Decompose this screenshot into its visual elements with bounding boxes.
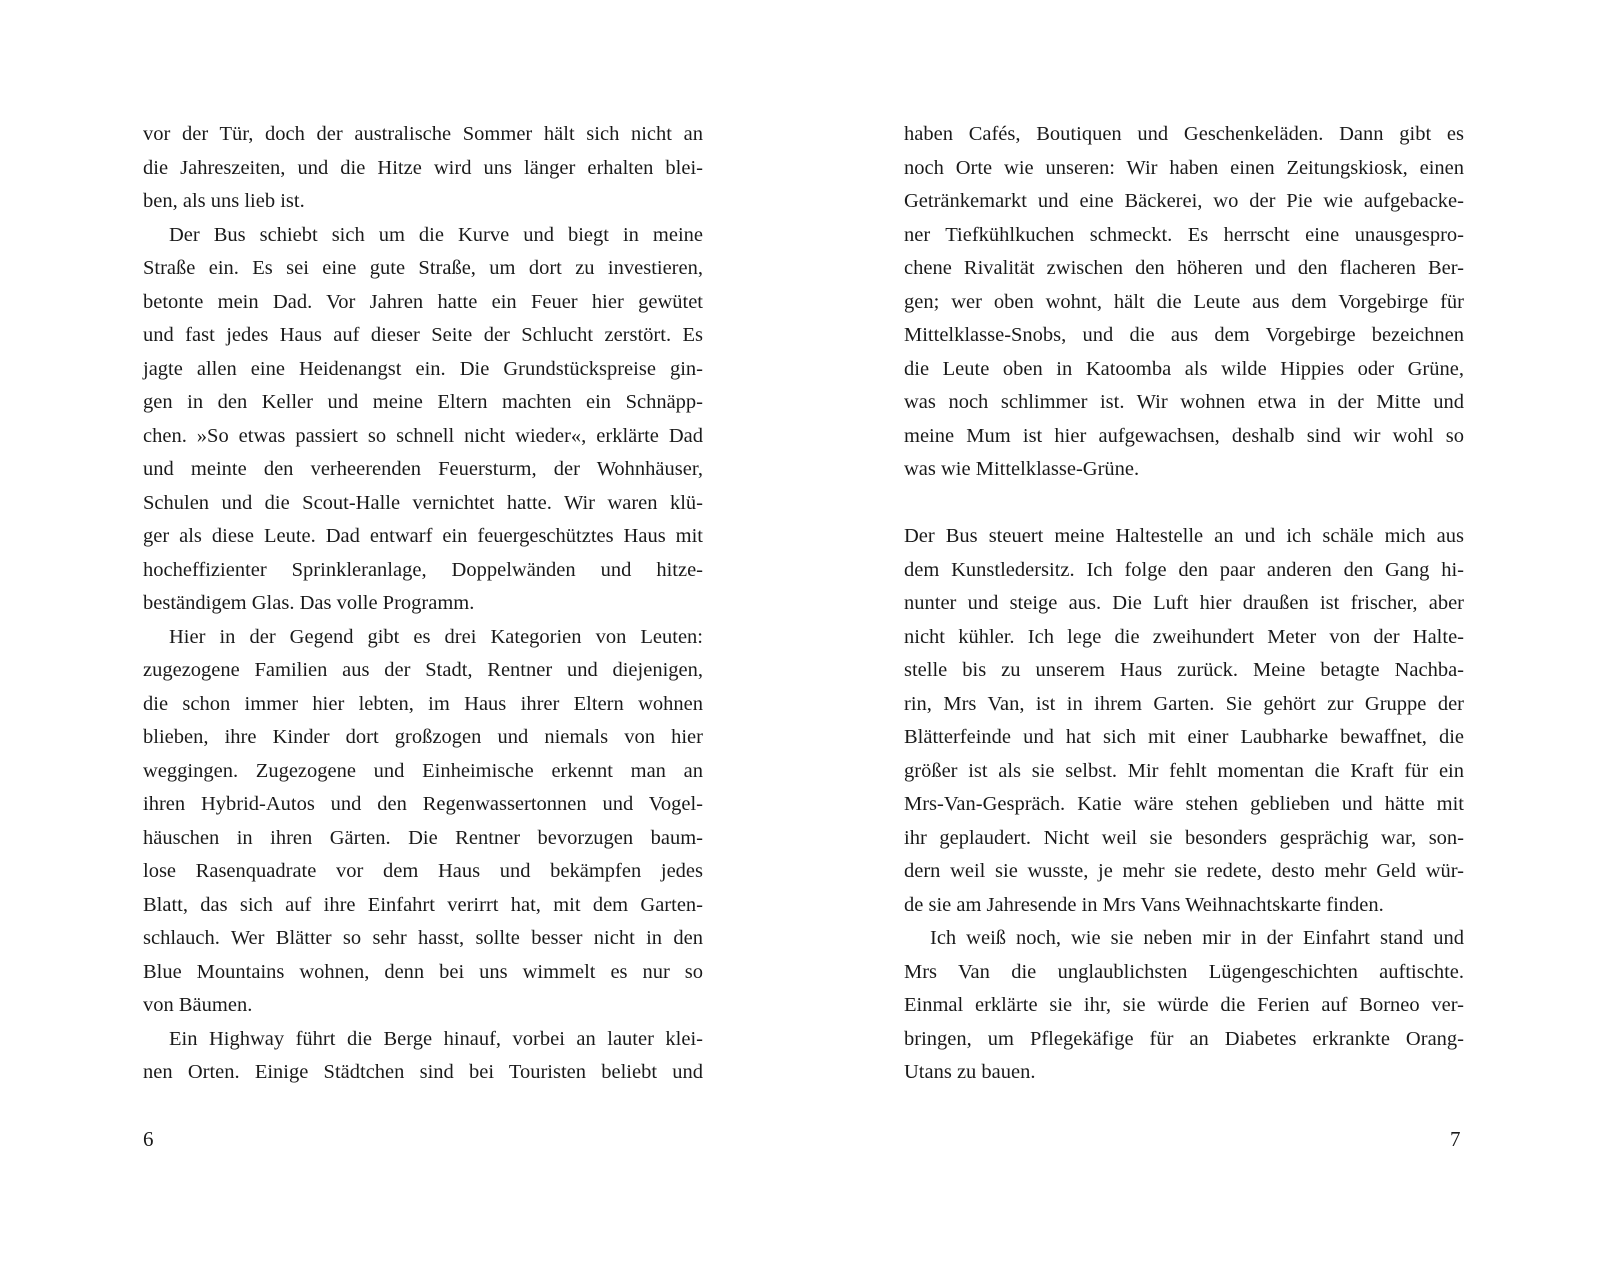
text-line: ihren Hybrid-Autos und den Regenwassertonnen und Vogel- (143, 793, 703, 815)
text-line: und fast jedes Haus auf dieser Seite der Schlucht zerstört. Es (143, 324, 703, 346)
text-line: die schon immer hier lebten, im Haus ihrer Eltern wohnen (143, 692, 703, 715)
text-line: blieben, ihre Kinder dort großzogen und niemals von hier (143, 726, 703, 748)
text-line: chen. »So etwas passiert so schnell nicht wieder«, erklärte Dad (143, 424, 703, 447)
text-line: betonte mein Dad. Vor Jahren hatte ein Feuer hier gewütet (143, 290, 703, 313)
text-line: Ein Highway führt die Berge hinauf, vorbei an lauter klei- (169, 1027, 703, 1050)
text-line: Blätterfeinde und hat sich mit einer Laubharke bewaffnet, die (904, 726, 1464, 748)
text-line: Einmal erklärte sie ihr, sie würde die Ferien auf Borneo ver- (904, 994, 1464, 1016)
text-line: dern weil sie wusste, je mehr sie redete, desto mehr Geld wür- (904, 860, 1464, 882)
text-line: nicht kühler. Ich lege die zweihundert Meter von der Halte- (904, 625, 1464, 648)
text-line: ner Tiefkühlkuchen schmeckt. Es herrscht eine unausgespro- (904, 223, 1464, 246)
text-line: was wie Mittelklasse-Grüne. (904, 458, 1140, 480)
text-line: ger als diese Leute. Dad entwarf ein feuergeschütztes Haus mit (143, 525, 703, 547)
text-line: gen in den Keller und meine Eltern machten ein Schnäpp- (143, 391, 703, 413)
text-line: Mittelklasse-Snobs, und die aus dem Vorgebirge bezeichnen (904, 324, 1464, 346)
text-line: hocheffizienter Sprinkleranlage, Doppelwänden und hitze- (143, 558, 703, 581)
text-line: de sie am Jahresende in Mrs Vans Weihnachtskarte finden. (904, 893, 1384, 916)
text-line: beständigem Glas. Das volle Programm. (143, 592, 475, 614)
left-page-text (143, 118, 703, 1090)
text-line: ben, als uns lieb ist. (143, 190, 305, 212)
text-line: Utans zu bauen. (904, 1061, 1036, 1083)
text-line: gen; wer oben wohnt, hält die Leute aus dem Vorgebirge für (904, 290, 1464, 313)
text-line: Mrs Van die unglaublichsten Lügengeschichten auftischte. (904, 960, 1464, 983)
text-line: vor der Tür, doch der australische Sommer hält sich nicht an (143, 123, 703, 145)
text-line: dem Kunstledersitz. Ich folge den paar anderen den Gang hi- (904, 558, 1464, 581)
text-line: Getränkemarkt und eine Bäckerei, wo der Pie wie aufgebacke- (904, 190, 1464, 212)
text-line: weggingen. Zugezogene und Einheimische erkennt man an (143, 759, 703, 782)
right-page (800, 0, 1600, 1274)
text-line: Hier in der Gegend gibt es drei Kategorien von Leuten: (169, 625, 703, 648)
text-line: Blue Mountains wohnen, denn bei uns wimmelt es nur so (143, 960, 703, 983)
page-number-right: 7 (1450, 1127, 1461, 1151)
text-line: lose Rasenquadrate vor dem Haus und bekämpfen jedes (143, 860, 703, 882)
text-line: meine Mum ist hier aufgewachsen, deshalb sind wir wohl so (904, 424, 1464, 447)
page-number-left: 6 (143, 1127, 154, 1151)
paragraph-gap (904, 487, 1464, 521)
text-line: Blatt, das sich auf ihre Einfahrt verirrt hat, mit dem Garten- (143, 893, 703, 916)
text-line: haben Cafés, Boutiquen und Geschenkeläden. Dann gibt es (904, 123, 1464, 145)
text-line: von Bäumen. (143, 994, 253, 1016)
text-line: nen Orten. Einige Städtchen sind bei Touristen beliebt und (143, 1061, 703, 1083)
text-line: was noch schlimmer ist. Wir wohnen etwa in der Mitte und (904, 391, 1464, 413)
text-line: und meinte den verheerenden Feuersturm, der Wohnhäuser, (143, 458, 703, 480)
text-line: die Jahreszeiten, und die Hitze wird uns länger erhalten blei- (143, 156, 703, 179)
text-line: schlauch. Wer Blätter so sehr hasst, sollte besser nicht in den (143, 927, 703, 949)
right-page-text (904, 118, 1464, 1090)
text-line: chene Rivalität zwischen den höheren und den flacheren Ber- (904, 257, 1464, 279)
text-line: größer ist als sie selbst. Mir fehlt momentan die Kraft für ein (904, 759, 1464, 782)
text-line: zugezogene Familien aus der Stadt, Rentner und diejenigen, (143, 659, 703, 681)
text-line: Mrs-Van-Gespräch. Katie wäre stehen geblieben und hätte mit (904, 793, 1464, 815)
text-line: stelle bis zu unserem Haus zurück. Meine betagte Nachba- (904, 659, 1464, 681)
text-line: Schulen und die Scout-Halle vernichtet hatte. Wir waren klü- (143, 491, 703, 514)
text-line: die Leute oben in Katoomba als wilde Hippies oder Grüne, (904, 357, 1464, 380)
text-line: nunter und steige aus. Die Luft hier draußen ist frischer, aber (904, 592, 1464, 614)
text-line: Straße ein. Es sei eine gute Straße, um dort zu investieren, (143, 257, 703, 279)
text-line: ihr geplaudert. Nicht weil sie besonders gesprächig war, son- (904, 826, 1464, 849)
text-line: bringen, um Pflegekäfige für an Diabetes erkrankte Orang- (904, 1027, 1464, 1050)
text-line: noch Orte wie unseren: Wir haben einen Zeitungskiosk, einen (904, 156, 1464, 179)
text-line: Der Bus steuert meine Haltestelle an und ich schäle mich aus (904, 525, 1464, 547)
text-line: rin, Mrs Van, ist in ihrem Garten. Sie gehört zur Gruppe der (904, 692, 1464, 715)
text-line: jagte allen eine Heidenangst ein. Die Grundstückspreise gin- (143, 357, 703, 380)
text-line: Der Bus schiebt sich um die Kurve und biegt in meine (169, 223, 703, 246)
text-line: häuschen in ihren Gärten. Die Rentner bevorzugen baum- (143, 826, 703, 849)
text-line: Ich weiß noch, wie sie neben mir in der Einfahrt stand und (930, 927, 1464, 949)
